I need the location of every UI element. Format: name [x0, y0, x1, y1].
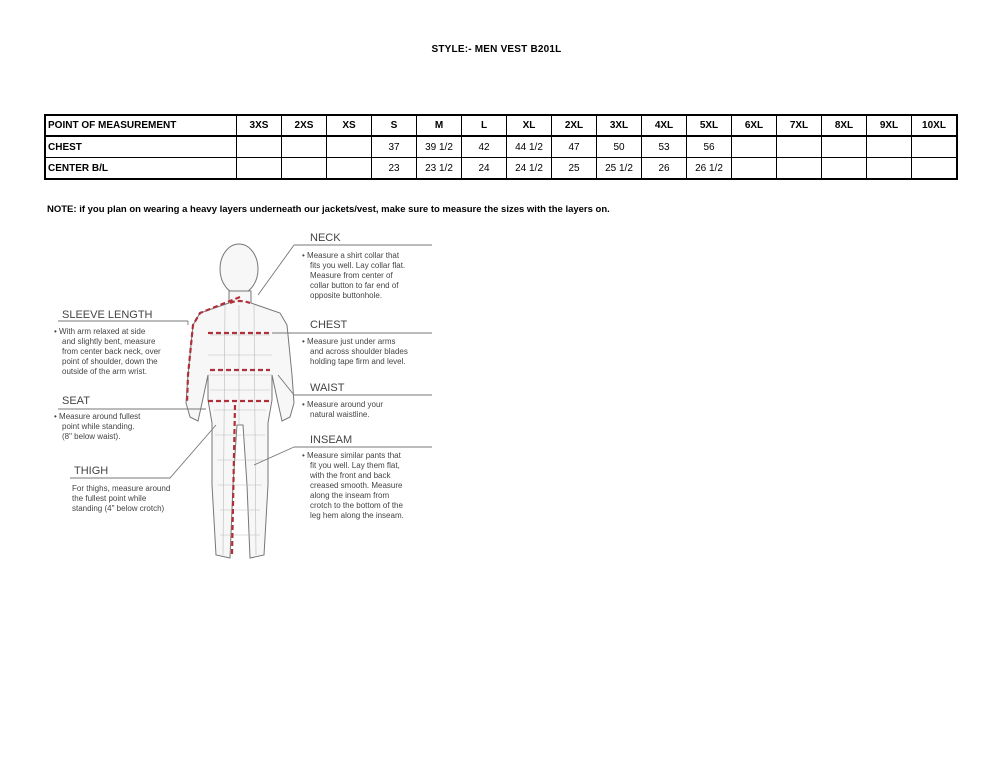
table-cell — [777, 136, 822, 158]
table-cell — [732, 158, 777, 180]
sleeve-line: from center back neck, over — [62, 347, 161, 356]
table-header-cell: POINT OF MEASUREMENT — [45, 115, 237, 136]
chest-line: and across shoulder blades — [310, 347, 408, 356]
seat-title: SEAT — [62, 395, 90, 407]
waist-title: WAIST — [310, 382, 345, 394]
table-cell: 50 — [597, 136, 642, 158]
size-chart-table — [44, 114, 958, 180]
table-header-cell: 5XL — [687, 115, 732, 136]
inseam-line: leg hem along the inseam. — [310, 511, 404, 520]
table-header-cell: 6XL — [732, 115, 777, 136]
table-header-row — [45, 115, 957, 136]
sleeve-line: outside of the arm wrist. — [62, 367, 147, 376]
table-cell: 26 — [642, 158, 687, 180]
inseam-line: creased smooth. Measure — [310, 481, 403, 490]
neck-title: NECK — [310, 232, 341, 244]
table-cell: 23 — [372, 158, 417, 180]
inseam-line: fit you well. Lay them flat, — [310, 461, 400, 470]
measurement-guide-figure — [40, 225, 440, 570]
table-header-cell: L — [462, 115, 507, 136]
table-row-center-bl — [45, 158, 957, 180]
neck-callout — [302, 232, 405, 300]
sleeve-line: and slightly bent, measure — [62, 337, 156, 346]
table-cell: 37 — [372, 136, 417, 158]
table-cell: 23 1/2 — [417, 158, 462, 180]
table-header-cell: 10XL — [912, 115, 958, 136]
table-cell: 42 — [462, 136, 507, 158]
table-cell — [327, 136, 372, 158]
waist-line: natural waistline. — [310, 410, 370, 419]
table-cell — [912, 136, 958, 158]
table-cell — [822, 136, 867, 158]
table-cell — [912, 158, 958, 180]
table-header-cell: 2XL — [552, 115, 597, 136]
seat-line: • Measure around fullest — [54, 412, 141, 421]
table-cell — [777, 158, 822, 180]
inseam-title: INSEAM — [310, 434, 353, 446]
table-cell: 47 — [552, 136, 597, 158]
table-cell — [282, 136, 327, 158]
table-cell: 44 1/2 — [507, 136, 552, 158]
table-cell: CHEST — [45, 136, 237, 158]
thigh-line: the fullest point while — [72, 494, 147, 503]
table-header-cell: 4XL — [642, 115, 687, 136]
table-cell: 39 1/2 — [417, 136, 462, 158]
neck-line: collar button to far end of — [310, 281, 399, 290]
seat-line: (8" below waist). — [62, 432, 121, 441]
thigh-callout — [72, 465, 170, 513]
inseam-line: • Measure similar pants that — [302, 451, 401, 460]
sleeve-line: point of shoulder, down the — [62, 357, 158, 366]
chest-callout — [302, 319, 408, 366]
page-title: STYLE:- MEN VEST B201L — [431, 44, 562, 55]
table-header-cell: 3XL — [597, 115, 642, 136]
table-cell: 24 1/2 — [507, 158, 552, 180]
table-header-cell: 9XL — [867, 115, 912, 136]
table-cell — [237, 158, 282, 180]
table-cell — [237, 136, 282, 158]
waist-line: • Measure around your — [302, 400, 384, 409]
table-header-cell: 8XL — [822, 115, 867, 136]
table-cell: 25 — [552, 158, 597, 180]
table-cell — [867, 158, 912, 180]
table-header-cell: M — [417, 115, 462, 136]
seat-line: point while standing. — [62, 422, 135, 431]
table-header-cell: 2XS — [282, 115, 327, 136]
table-cell: 24 — [462, 158, 507, 180]
sleeve-line: • With arm relaxed at side — [54, 327, 146, 336]
table-cell — [327, 158, 372, 180]
table-header-cell: XL — [507, 115, 552, 136]
thigh-line: standing (4" below crotch) — [72, 504, 165, 513]
table-cell — [822, 158, 867, 180]
sleeve-title: SLEEVE LENGTH — [62, 309, 153, 321]
neck-line: opposite buttonhole. — [310, 291, 383, 300]
table-cell: 53 — [642, 136, 687, 158]
table-header-cell: 7XL — [777, 115, 822, 136]
chest-line: holding tape firm and level. — [310, 357, 406, 366]
table-header-cell: XS — [327, 115, 372, 136]
sleeve-callout — [54, 309, 161, 376]
waist-callout — [302, 382, 383, 419]
table-header-cell: S — [372, 115, 417, 136]
neck-line: Measure from center of — [310, 271, 393, 280]
seat-callout — [54, 395, 141, 441]
table-cell: 26 1/2 — [687, 158, 732, 180]
neck-line: fits you well. Lay collar flat. — [310, 261, 406, 270]
thigh-title: THIGH — [74, 465, 109, 477]
table-cell: 25 1/2 — [597, 158, 642, 180]
table-cell — [867, 136, 912, 158]
inseam-line: crotch to the bottom of the — [310, 501, 403, 510]
chest-title: CHEST — [310, 319, 348, 331]
inseam-line: along the inseam from — [310, 491, 390, 500]
layering-note: NOTE: if you plan on wearing a heavy layers underneath our jackets/vest, make sure to measure the sizes with the layers on. — [47, 204, 610, 215]
table-cell — [282, 158, 327, 180]
table-cell: CENTER B/L — [45, 158, 237, 180]
table-cell: 56 — [687, 136, 732, 158]
table-cell — [732, 136, 777, 158]
neck-line: • Measure a shirt collar that — [302, 251, 400, 260]
thigh-line: For thighs, measure around — [72, 484, 171, 493]
table-row-chest — [45, 136, 957, 158]
chest-line: • Measure just under arms — [302, 337, 396, 346]
inseam-line: with the front and back — [310, 471, 391, 480]
table-header-cell: 3XS — [237, 115, 282, 136]
